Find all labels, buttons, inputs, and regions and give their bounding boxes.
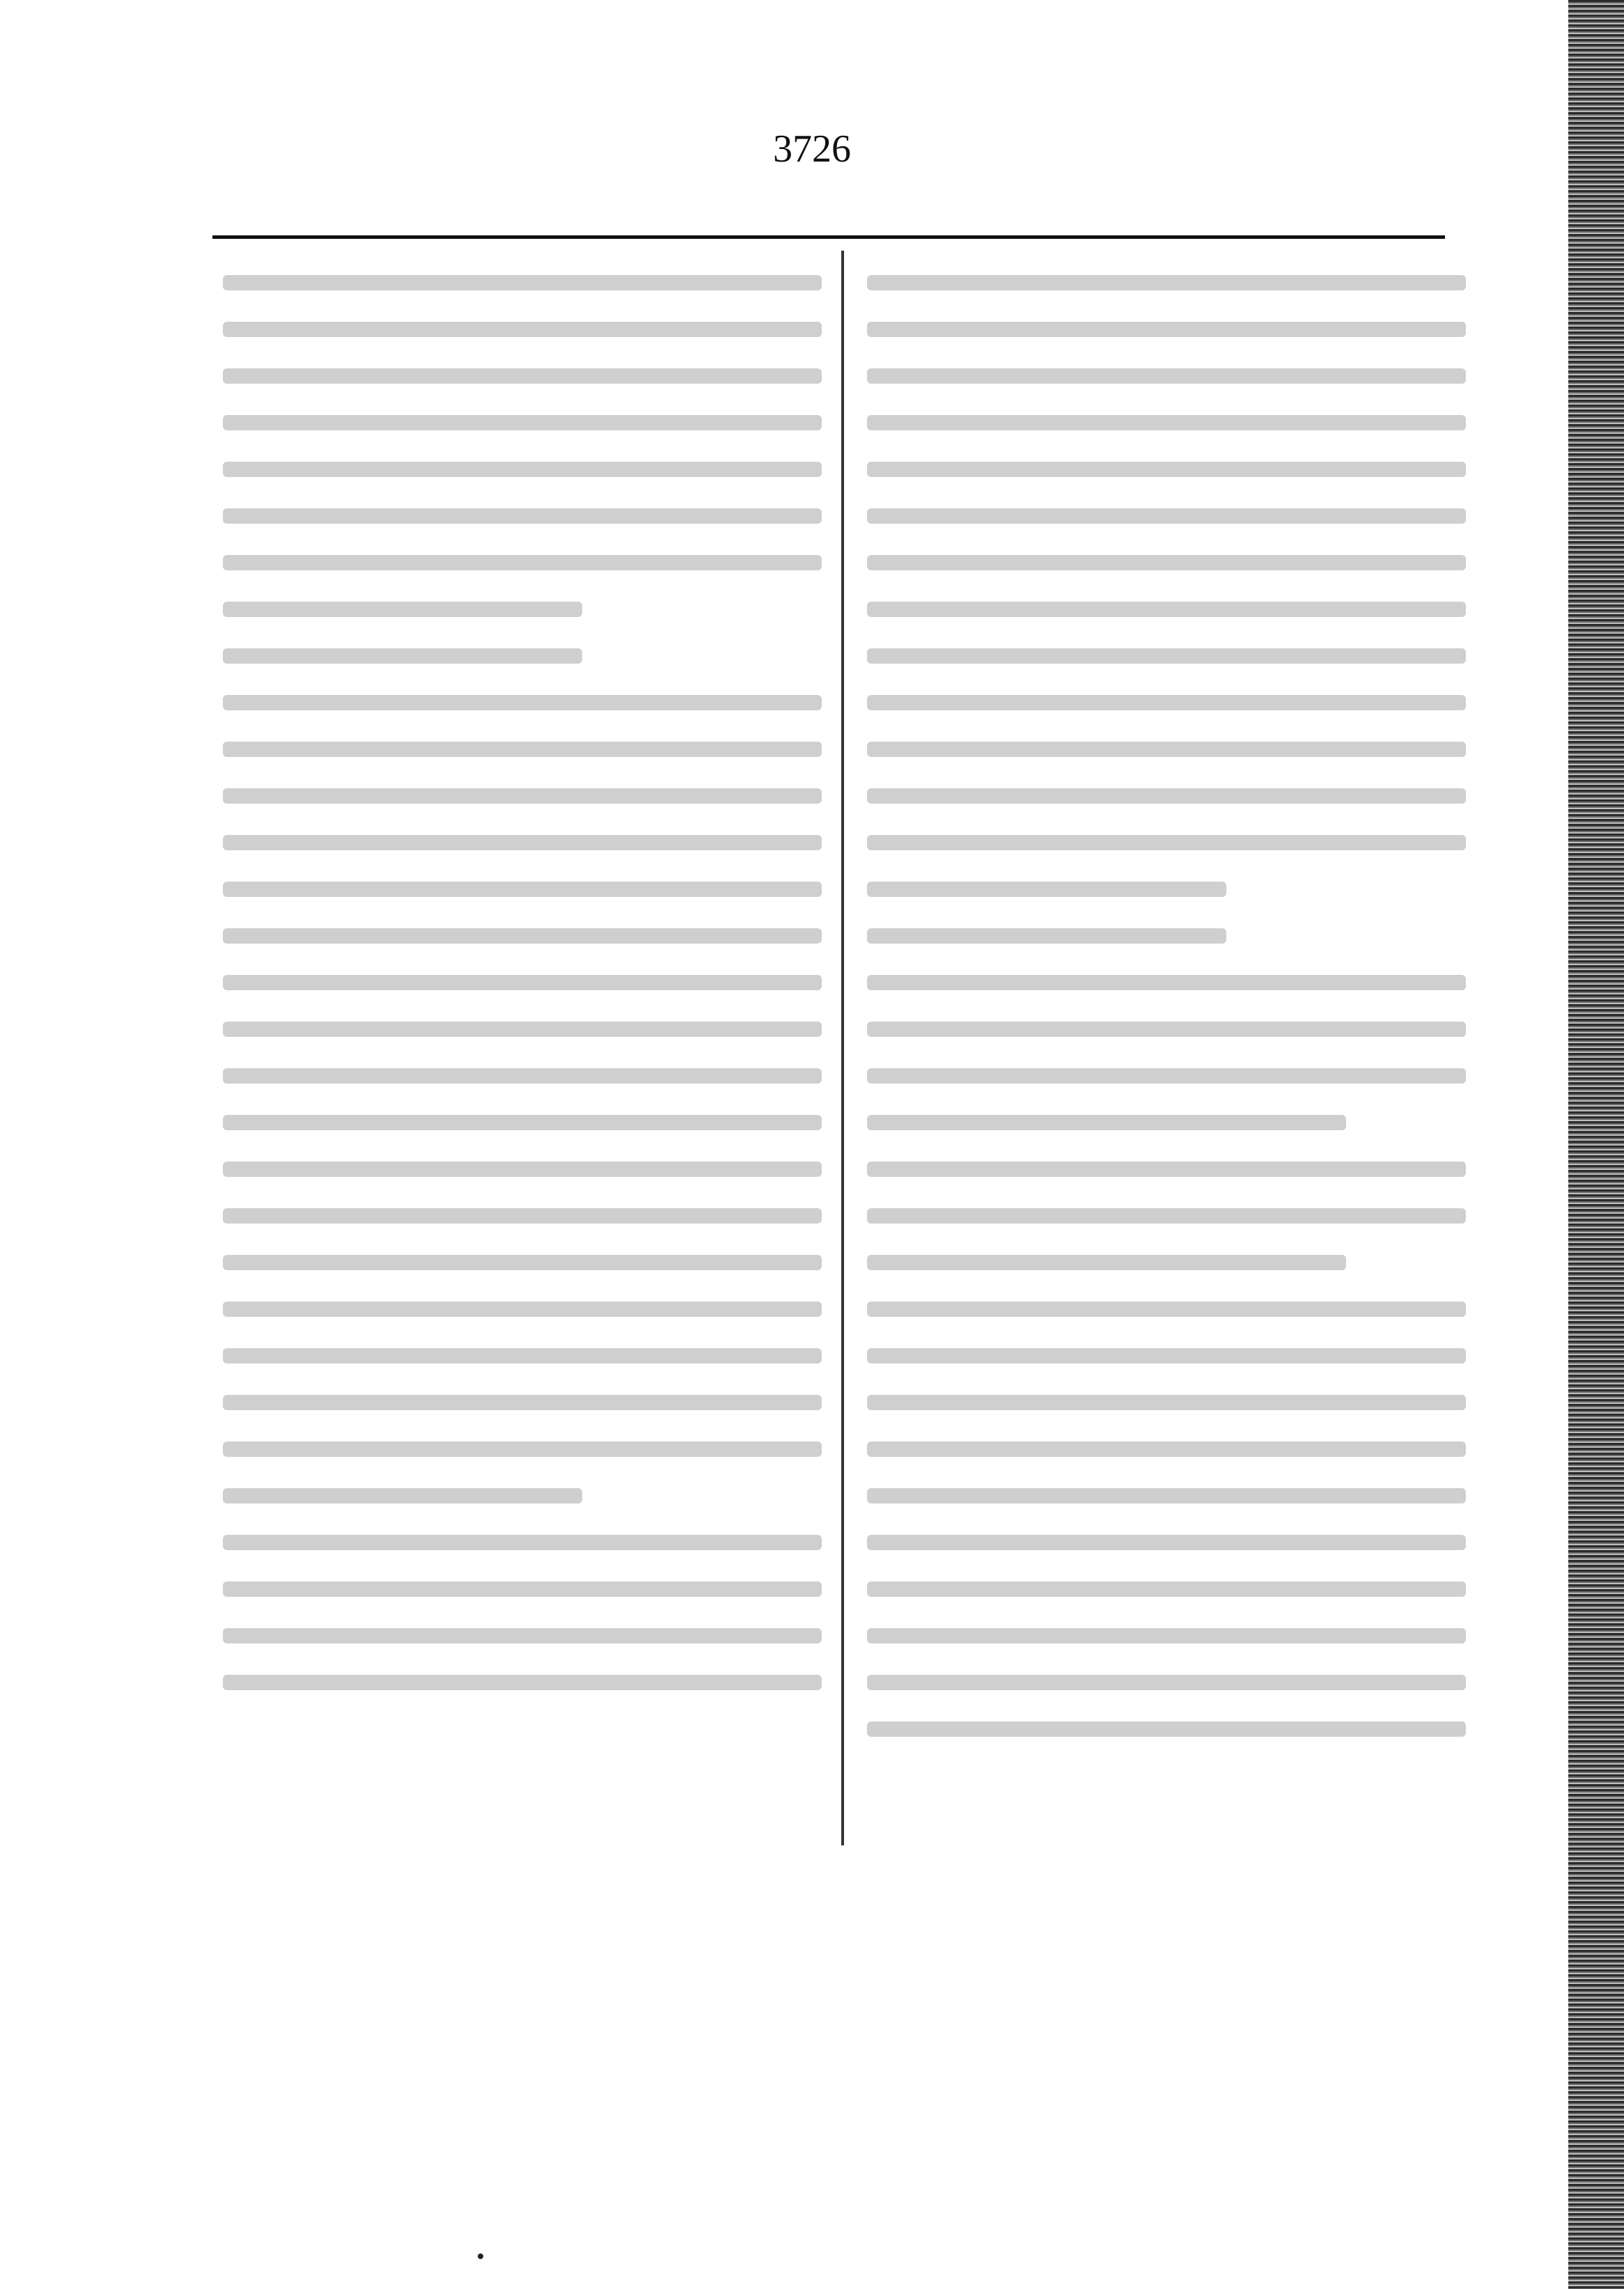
scan-edge — [1568, 0, 1624, 2289]
scan-speck — [478, 2253, 483, 2259]
dictionary-entry — [867, 1302, 1466, 1737]
dictionary-entry — [867, 928, 1466, 944]
dictionary-entry — [223, 1535, 822, 1690]
running-header — [212, 143, 477, 164]
left-column — [223, 275, 822, 1721]
column-divider — [841, 251, 844, 1845]
dictionary-entry — [223, 275, 822, 617]
dictionary-entry — [867, 1162, 1466, 1270]
right-column — [867, 275, 1466, 1768]
header-rule — [212, 235, 1445, 239]
page-number: 3726 — [773, 127, 851, 171]
dictionary-entry — [867, 275, 1466, 897]
dictionary-entry — [867, 975, 1466, 1130]
dictionary-entry — [223, 648, 822, 664]
dictionary-entry — [223, 695, 822, 1503]
